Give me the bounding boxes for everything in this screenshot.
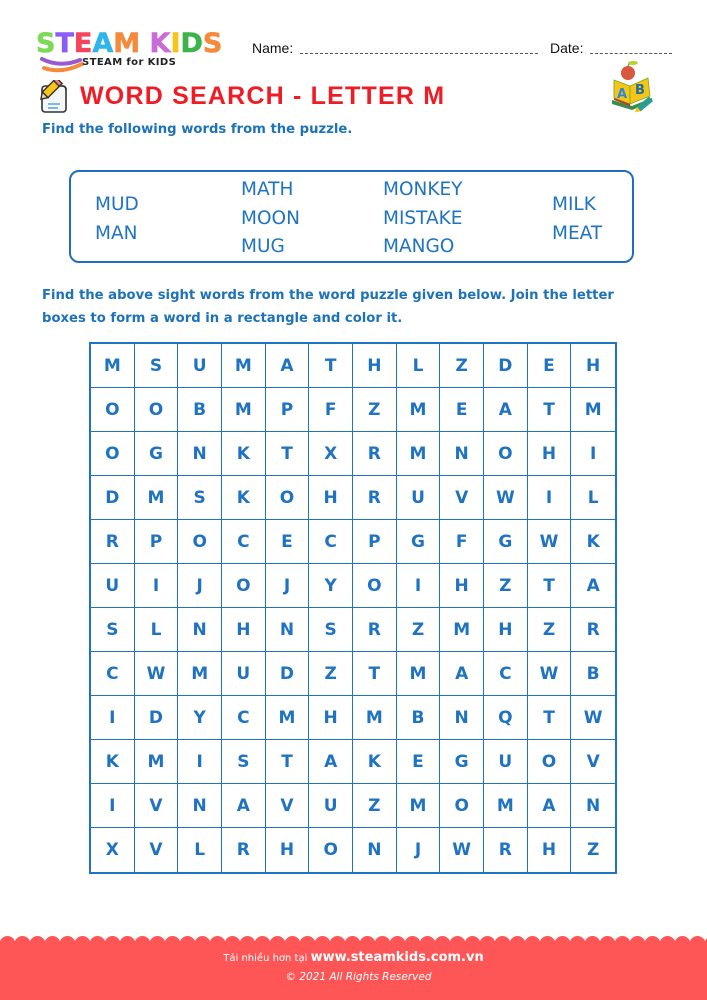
grid-cell[interactable]: W (528, 520, 572, 564)
grid-cell[interactable]: I (571, 432, 615, 476)
word-item: MILK (552, 194, 596, 215)
grid-cell[interactable]: G (440, 740, 484, 784)
grid-cell[interactable]: L (397, 344, 441, 388)
grid-cell[interactable]: I (91, 696, 135, 740)
word-item: MEAT (552, 222, 603, 244)
grid-cell[interactable]: C (484, 652, 528, 696)
find-words-instruction: Find the following words from the puzzle. (42, 122, 353, 137)
grid-cell[interactable]: U (178, 344, 222, 388)
grid-cell[interactable]: L (571, 476, 615, 520)
grid-cell[interactable]: J (178, 564, 222, 608)
grid-cell[interactable]: R (353, 608, 397, 652)
grid-cell[interactable]: A (309, 740, 353, 784)
name-field-line[interactable] (300, 53, 538, 54)
logo-letter (140, 30, 149, 58)
grid-cell[interactable]: L (135, 608, 179, 652)
grid-cell[interactable]: M (571, 388, 615, 432)
grid-cell[interactable]: F (440, 520, 484, 564)
word-item: MAN (95, 222, 138, 244)
grid-cell[interactable]: K (222, 476, 266, 520)
pencil-paper-icon (36, 80, 70, 114)
logo-letter: K (149, 28, 171, 59)
grid-cell[interactable]: H (528, 828, 572, 872)
grid-cell[interactable]: A (440, 652, 484, 696)
grid-cell[interactable]: V (135, 828, 179, 872)
grid-cell[interactable]: T (528, 564, 572, 608)
grid-cell[interactable]: O (353, 564, 397, 608)
grid-cell[interactable]: H (266, 828, 310, 872)
grid-cell[interactable]: N (178, 608, 222, 652)
logo-letter: I (170, 28, 181, 59)
footer-prefix: Tải nhiều hơn tại (223, 953, 311, 964)
grid-cell[interactable]: M (135, 740, 179, 784)
grid-cell[interactable]: R (353, 432, 397, 476)
grid-cell[interactable]: R (222, 828, 266, 872)
grid-cell[interactable]: H (440, 564, 484, 608)
grid-cell[interactable]: U (222, 652, 266, 696)
grid-cell[interactable]: M (397, 388, 441, 432)
word-search-grid (89, 342, 617, 874)
grid-cell[interactable]: C (222, 520, 266, 564)
grid-cell[interactable]: S (309, 608, 353, 652)
logo-wordmark (36, 30, 222, 58)
word-item: MUG (241, 236, 285, 257)
grid-cell[interactable]: T (353, 652, 397, 696)
grid-cell[interactable]: O (440, 784, 484, 828)
grid-cell[interactable]: H (484, 608, 528, 652)
grid-cell[interactable]: M (91, 344, 135, 388)
grid-cell[interactable]: A (222, 784, 266, 828)
grid-cell[interactable]: E (266, 520, 310, 564)
grid-cell[interactable]: G (135, 432, 179, 476)
grid-cell[interactable]: N (353, 828, 397, 872)
grid-cell[interactable]: K (571, 520, 615, 564)
grid-cell[interactable]: W (571, 696, 615, 740)
grid-cell[interactable]: E (397, 740, 441, 784)
grid-cell[interactable]: A (571, 564, 615, 608)
grid-cell[interactable]: T (528, 696, 572, 740)
grid-cell[interactable]: M (484, 784, 528, 828)
grid-cell[interactable]: O (178, 520, 222, 564)
grid-cell[interactable]: M (222, 344, 266, 388)
grid-cell[interactable]: Z (397, 608, 441, 652)
grid-cell[interactable]: J (266, 564, 310, 608)
word-list-box (69, 170, 634, 263)
grid-cell[interactable]: N (571, 784, 615, 828)
grid-cell[interactable]: I (135, 564, 179, 608)
abc-book-icon (608, 60, 656, 116)
grid-cell[interactable]: U (397, 476, 441, 520)
grid-cell[interactable]: E (440, 388, 484, 432)
grid-cell[interactable]: M (353, 696, 397, 740)
grid-cell[interactable]: L (178, 828, 222, 872)
grid-cell[interactable]: W (440, 828, 484, 872)
word-item: MONKEY (383, 179, 463, 200)
logo-letter: E (73, 28, 93, 59)
word-item: MANGO (383, 236, 455, 257)
grid-cell[interactable]: Z (353, 388, 397, 432)
grid-cell[interactable]: P (135, 520, 179, 564)
grid-cell[interactable]: M (178, 652, 222, 696)
grid-cell[interactable]: T (528, 388, 572, 432)
logo-letter: T (55, 28, 74, 59)
grid-cell[interactable]: R (353, 476, 397, 520)
grid-cell[interactable]: O (528, 740, 572, 784)
grid-cell[interactable]: R (484, 828, 528, 872)
grid-cell[interactable]: T (266, 432, 310, 476)
grid-cell[interactable]: A (528, 784, 572, 828)
grid-cell[interactable]: H (222, 608, 266, 652)
grid-cell[interactable]: M (397, 652, 441, 696)
grid-cell[interactable]: S (135, 344, 179, 388)
grid-cell[interactable]: O (222, 564, 266, 608)
grid-cell[interactable]: I (91, 784, 135, 828)
grid-cell[interactable]: K (222, 432, 266, 476)
grid-cell[interactable]: H (353, 344, 397, 388)
grid-cell[interactable]: R (91, 520, 135, 564)
word-item: MISTAKE (383, 207, 463, 229)
grid-cell[interactable]: G (397, 520, 441, 564)
grid-cell[interactable]: A (484, 388, 528, 432)
grid-cell[interactable]: V (135, 784, 179, 828)
grid-cell[interactable]: H (528, 432, 572, 476)
grid-cell[interactable]: S (91, 608, 135, 652)
logo-letter: A (92, 28, 114, 59)
grid-cell[interactable]: Q (484, 696, 528, 740)
grid-cell[interactable]: Y (178, 696, 222, 740)
footer-download-text (0, 950, 707, 965)
grid-cell[interactable]: Z (528, 608, 572, 652)
grid-cell[interactable]: Z (440, 344, 484, 388)
grid-cell[interactable]: U (484, 740, 528, 784)
grid-cell[interactable]: R (571, 608, 615, 652)
grid-cell[interactable]: Z (309, 652, 353, 696)
svg-text:B: B (635, 83, 645, 98)
logo-letter: S (202, 28, 223, 59)
footer-copyright: © 2021 All Rights Reserved (285, 971, 432, 983)
grid-cell[interactable]: W (484, 476, 528, 520)
grid-cell[interactable]: U (309, 784, 353, 828)
grid-cell[interactable]: C (91, 652, 135, 696)
grid-cell[interactable]: A (266, 344, 310, 388)
grid-cell[interactable]: Z (353, 784, 397, 828)
word-item: MATH (241, 179, 294, 200)
logo-subtitle: STEAM for KIDS (82, 57, 177, 68)
grid-cell[interactable]: Y (309, 564, 353, 608)
grid-cell[interactable]: C (309, 520, 353, 564)
grid-cell[interactable]: M (397, 784, 441, 828)
grid-cell[interactable]: P (266, 388, 310, 432)
grid-cell[interactable]: H (309, 476, 353, 520)
grid-cell[interactable]: H (309, 696, 353, 740)
grid-cell[interactable]: G (484, 520, 528, 564)
grid-cell[interactable]: O (91, 388, 135, 432)
grid-cell[interactable]: Z (484, 564, 528, 608)
grid-cell[interactable]: W (135, 652, 179, 696)
page-title: WORD SEARCH - LETTER M (80, 82, 446, 110)
word-item: MOON (241, 207, 300, 229)
grid-cell[interactable]: C (222, 696, 266, 740)
grid-cell[interactable]: I (528, 476, 572, 520)
grid-cell[interactable]: H (571, 344, 615, 388)
grid-cell[interactable]: U (91, 564, 135, 608)
svg-text:A: A (617, 87, 628, 102)
grid-cell[interactable]: B (397, 696, 441, 740)
puzzle-instruction: Find the above sight words from the word puzzle given below. Join the letter boxes to form a word in a rectangle and color it. (42, 288, 614, 326)
grid-cell[interactable]: O (135, 388, 179, 432)
grid-cell[interactable]: D (91, 476, 135, 520)
footer-site-link[interactable]: www.steamkids.com.vn (310, 950, 484, 965)
grid-cell[interactable]: O (309, 828, 353, 872)
grid-cell[interactable]: X (91, 828, 135, 872)
logo-swoosh-icon (40, 56, 84, 74)
grid-cell[interactable]: M (397, 432, 441, 476)
word-column-1 (95, 191, 139, 248)
grid-cell[interactable]: T (309, 344, 353, 388)
grid-cell[interactable]: K (353, 740, 397, 784)
grid-cell[interactable]: I (178, 740, 222, 784)
name-label: Name: (252, 40, 294, 56)
grid-cell[interactable]: V (440, 476, 484, 520)
word-item: MUD (95, 194, 139, 215)
word-column-4 (552, 191, 602, 248)
grid-cell[interactable]: N (440, 432, 484, 476)
logo-letter: S (36, 28, 56, 59)
grid-cell[interactable]: D (266, 652, 310, 696)
grid-cell[interactable]: K (91, 740, 135, 784)
grid-cell[interactable]: N (266, 608, 310, 652)
grid-cell[interactable]: V (266, 784, 310, 828)
grid-cell[interactable]: N (178, 432, 222, 476)
grid-cell[interactable]: T (266, 740, 310, 784)
grid-cell[interactable]: M (440, 608, 484, 652)
grid-cell[interactable]: S (178, 476, 222, 520)
grid-cell[interactable]: B (178, 388, 222, 432)
steam-kids-logo (36, 30, 236, 72)
grid-cell[interactable]: I (397, 564, 441, 608)
grid-cell[interactable]: M (135, 476, 179, 520)
grid-cell[interactable]: O (266, 476, 310, 520)
word-column-2 (241, 176, 300, 262)
grid-cell[interactable]: F (309, 388, 353, 432)
grid-cell[interactable]: O (91, 432, 135, 476)
grid-cell[interactable]: O (484, 432, 528, 476)
grid-cell[interactable]: J (397, 828, 441, 872)
grid-cell[interactable]: N (440, 696, 484, 740)
date-label: Date: (550, 40, 584, 56)
logo-letter: D (180, 28, 203, 59)
word-column-3 (383, 176, 463, 262)
grid-cell[interactable]: W (528, 652, 572, 696)
grid-cell[interactable]: B (571, 652, 615, 696)
grid-cell[interactable]: Z (587, 840, 600, 860)
grid-cell[interactable]: M (266, 696, 310, 740)
grid-cell[interactable]: E (528, 344, 572, 388)
grid-cell[interactable]: X (309, 432, 353, 476)
grid-cell[interactable]: D (484, 344, 528, 388)
grid-cell[interactable]: M (222, 388, 266, 432)
grid-cell[interactable]: N (178, 784, 222, 828)
date-field-line[interactable] (590, 53, 672, 54)
grid-cell[interactable]: D (135, 696, 179, 740)
grid-cell[interactable]: S (222, 740, 266, 784)
grid-cell[interactable]: V (571, 740, 615, 784)
logo-letter: M (113, 28, 141, 59)
grid-cell[interactable]: P (353, 520, 397, 564)
